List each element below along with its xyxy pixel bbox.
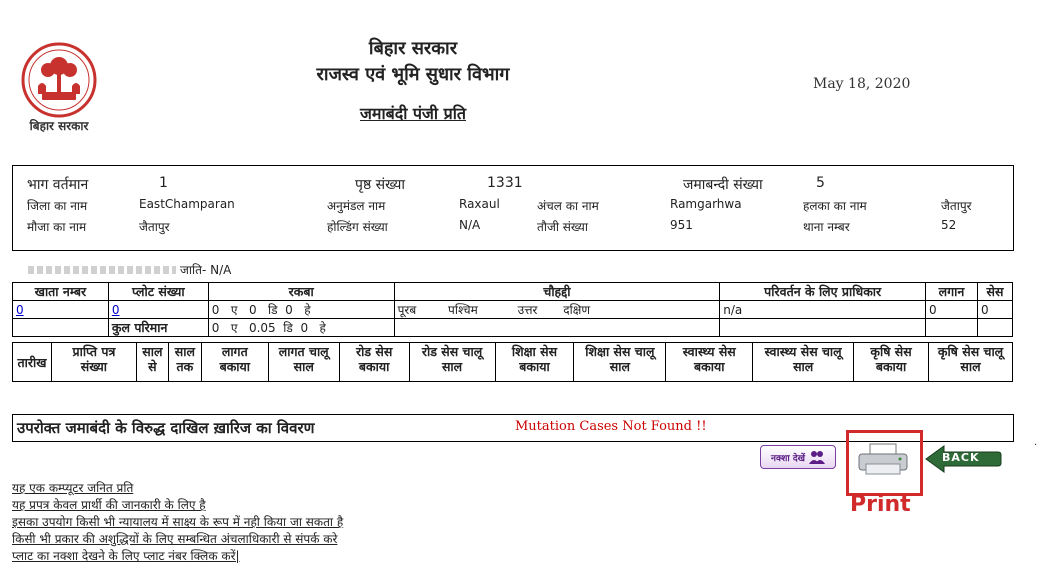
tax-header-cell [495,343,574,382]
note-line: प्लाट का नक्शा देखने के लिए प्लाट नंबर क्लिक करें| [12,549,240,563]
adhikar-header: परिवर्तन के लिए प्राधिकार [720,283,926,301]
mauja-value: जैतापुर [139,220,170,234]
tax-header-cell [13,343,52,382]
back-button[interactable] [924,444,1002,474]
note-line: किसी भी प्रकार की अशुद्धियों के लिए सम्बन्धित अंचलाधिकारी से संपर्क करे [12,532,338,546]
print-label[interactable]: Print [850,492,911,517]
ses-value: 0 [977,301,1012,319]
mutation-title: उपरोक्त जमाबंदी के विरुद्ध दाखिल ख़ारिज का विवरण [17,419,315,437]
note-line: यह एक कम्प्यूटर जनित प्रति [12,481,134,495]
anumandal-label: अनुमंडल नाम [327,199,386,213]
tax-header-line: रोड सेस चालू [421,344,483,359]
holding-value: N/A [459,218,481,232]
khata-link[interactable]: 0 [16,302,24,317]
mauja-label: मौजा का नाम [27,220,87,234]
tax-header-line: स्वास्थ्य सेस चालू [764,344,842,359]
anchal-value: Ramgarhwa [670,197,742,211]
tauji-label: तौजी संख्या [537,220,588,234]
total-value: 0 ए 0.05 डि 0 हे [208,319,394,337]
tax-header-cell [51,343,136,382]
note-line: इसका उपयोग किसी भी न्यायालय में साक्ष्य के रूप में नही किया जा सकता है [12,515,344,529]
tax-header-cell [854,343,929,382]
tax-header-line: प्राप्ति पत्र [72,344,116,359]
halka-value: जैतापुर [941,199,972,213]
ses-header: सेस [977,283,1012,301]
logo-caption: बिहार सरकार [29,119,89,133]
jati-text: जाति- N/A [180,263,232,277]
tax-header-line: साल [293,359,314,374]
tax-header-cell [929,343,1013,382]
plot-header: प्लोट संख्या [108,283,208,301]
tax-header-cell [574,343,666,382]
printer-icon[interactable] [856,442,910,476]
tax-header-cell [201,343,268,382]
tax-header-line: लागत चालू [278,344,329,359]
khata-header: खाता नम्बर [13,283,109,301]
chauhaddi-header: चौहद्दी [394,283,720,301]
back-label: BACK [942,451,980,464]
tax-header-row [13,343,1013,382]
tax-header-cell [136,343,168,382]
rakba-value: 0 ए 0 डि 0 हे [208,301,394,319]
adhikar-value: n/a [720,301,926,319]
land-details-table [12,282,1013,337]
plot-link[interactable]: 0 [111,302,120,317]
prishth-label: पृष्ठ संख्या [355,177,406,193]
tax-details-table [12,342,1013,382]
bhag-value: 1 [159,175,168,191]
paschim-label: पश्चिम [448,303,478,317]
lagan-header: लगान [926,283,978,301]
bhag-label: भाग वर्तमान [27,177,89,193]
tax-header-cell [339,343,409,382]
dakshin-label: दक्षिण [563,303,591,317]
total-row [13,319,1013,337]
tauji-value: 951 [670,218,693,232]
tax-header-cell [409,343,495,382]
government-name: बिहार सरकार [368,38,458,59]
tax-header-line: बकाया [219,359,251,374]
tax-header-line: बकाया [358,359,390,374]
tax-header-line: बकाया [694,359,725,374]
anumandal-value: Raxaul [459,197,500,211]
note-line: यह प्रपत्र केवल प्रार्थी की जानकारी के लिए है [12,498,206,512]
tax-header-line: तारीख [17,354,47,370]
tax-header-line: शिक्षा सेस [511,344,558,359]
tax-header-line: साल [609,359,630,374]
prishth-value: 1331 [487,175,523,191]
rakba-header: रकबा [208,283,394,301]
tax-header-line: साल [960,359,981,374]
tax-header-line: साल [174,344,195,359]
view-map-label: नक्शा देखें [771,453,805,464]
uttar-label: उत्तर [517,303,538,317]
page-title: जमाबंदी पंजी प्रति [360,104,466,123]
department-name: राजस्व एवं भूमि सुधार विभाग [316,64,510,85]
tax-header-cell [168,343,201,382]
tax-header-line: से [148,359,157,374]
chauhaddi-values [394,301,720,319]
obscured-raiyat-name [28,266,176,274]
table-row [13,301,1013,319]
lagan-value: 0 [926,301,978,319]
people-icon [809,450,825,464]
tax-header-line: बकाया [519,359,550,374]
tax-header-line: कृषि सेस चालू [937,344,1004,359]
holding-label: होल्डिंग संख्या [327,220,388,234]
total-label: कुल परिमान [108,319,208,337]
view-map-button[interactable] [760,445,836,469]
tax-header-line: साल [441,359,463,374]
thana-value: 52 [941,218,957,232]
tax-header-line: साल [142,344,163,359]
mutation-status: Mutation Cases Not Found !! [515,419,707,434]
tax-header-line: शिक्षा सेस चालू [585,344,655,359]
land-table-header [13,283,1013,301]
report-date: May 18, 2020 [813,76,911,92]
tax-header-line: लागत [221,344,248,359]
jila-label: जिला का नाम [27,199,88,213]
tax-header-cell [666,343,753,382]
halka-label: हलका का नाम [803,199,867,213]
anchal-label: अंचल का नाम [537,199,599,213]
tax-header-cell [268,343,339,382]
tax-header-line: तक [176,359,194,374]
thana-label: थाना नम्बर [803,220,850,234]
jila-value: EastChamparan [139,197,235,211]
jamabandi-value: 5 [816,175,825,191]
tax-header-line: कृषि सेस [870,344,912,359]
jamabandi-info-box [12,165,1014,251]
disclaimer-notes [12,480,343,565]
jamabandi-label: जमाबन्दी संख्या [683,177,763,193]
tax-header-line: रोड सेस [356,344,393,359]
tax-header-line: बकाया [875,359,907,374]
stray-dot: · [1034,440,1038,451]
tax-header-line: स्वास्थ्य सेस [682,344,736,359]
purab-label: पूरब [397,303,417,317]
tax-header-cell [753,343,854,382]
tax-header-line: संख्या [80,359,108,374]
tax-header-line: साल [793,359,814,374]
